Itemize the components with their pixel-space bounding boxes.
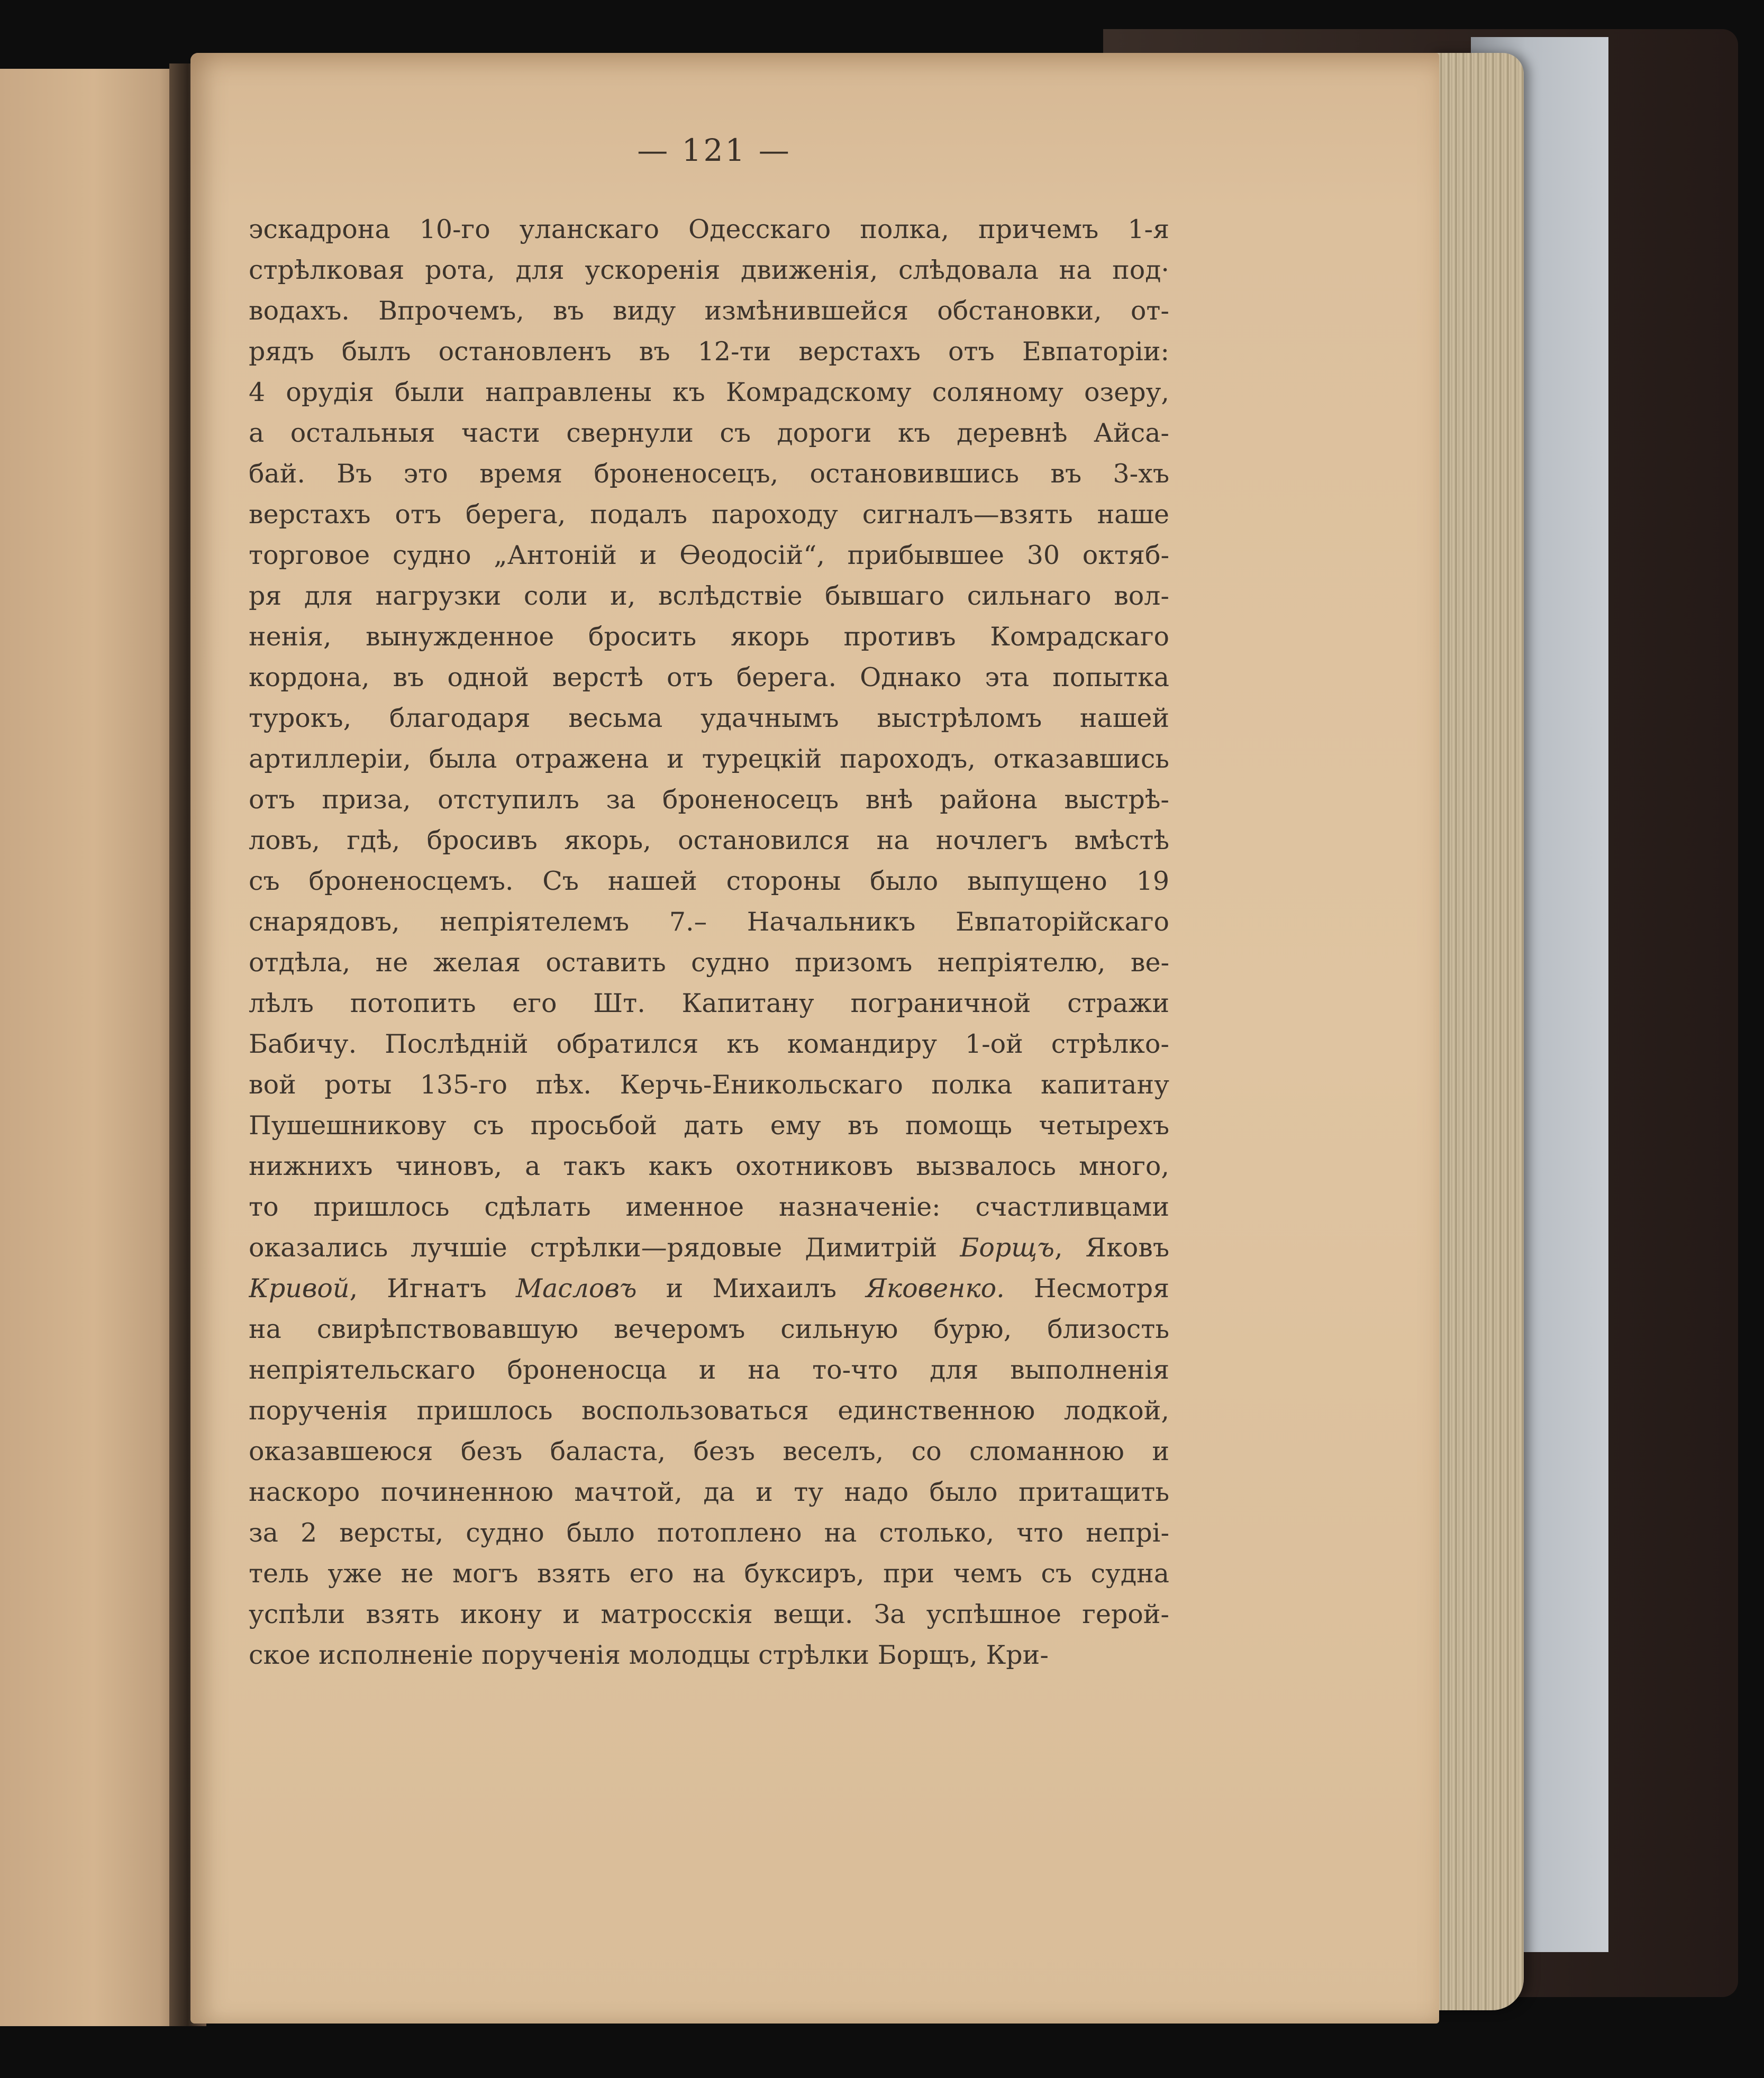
text-line: успѣли взять икону и матросскія вещи. За успѣшное герой-	[249, 1599, 1169, 1629]
italic-name: Кривой	[249, 1273, 350, 1304]
text-line: съ броненосцемъ. Съ нашей стороны было выпущено 19	[249, 866, 1169, 896]
text-segment: , Яковъ	[1054, 1233, 1169, 1263]
text-line: отъ приза, отступилъ за броненосецъ внѣ района выстрѣ-	[249, 785, 1169, 815]
text-line: ря для нагрузки соли и, вслѣдствіе бывшаго сильнаго вол-	[249, 581, 1169, 611]
text-line: торговое судно „Антоній и Ѳеодосій“, прибывшее 30 октяб-	[249, 540, 1169, 570]
text-line: порученія пришлось воспользоваться единственною лодкой,	[249, 1396, 1169, 1426]
left-page	[0, 69, 188, 2026]
body-text	[249, 209, 1169, 1675]
text-line: стрѣлковая рота, для ускоренія движенія, слѣдовала на под·	[249, 255, 1169, 285]
text-line: водахъ. Впрочемъ, въ виду измѣнившейся обстановки, от-	[249, 296, 1169, 326]
text-line: вой роты 135-го пѣх. Керчь-Еникольскаго полка капитану	[249, 1070, 1169, 1100]
text-line: оказавшеюся безъ баласта, безъ веселъ, со сломанною и	[249, 1436, 1169, 1466]
text-line: Пушешникову съ просьбой дать ему въ помощь четырехъ	[249, 1110, 1169, 1141]
text-line: за 2 версты, судно было потоплено на столько, что непрі-	[249, 1518, 1169, 1548]
text-line: отдѣла, не желая оставить судно призомъ непріятелю, ве-	[249, 947, 1169, 978]
text-segment: Несмотря	[1004, 1273, 1169, 1304]
text-segment: оказались лучшіе стрѣлки—рядовые Димитрій	[249, 1233, 960, 1263]
text-line: ловъ, гдѣ, бросивъ якорь, остановился на ночлегъ вмѣстѣ	[249, 825, 1169, 855]
text-line: ненія, вынужденное бросить якорь противъ Комрадскаго	[249, 622, 1169, 652]
text-line-mixed	[249, 1268, 1169, 1309]
text-line: Бабичу. Послѣдній обратился къ командиру 1-ой стрѣлко-	[249, 1029, 1169, 1059]
text-line: тель уже не могъ взять его на буксиръ, при чемъ съ судна	[249, 1558, 1169, 1589]
text-line: артиллеріи, была отражена и турецкій пароходъ, отказавшись	[249, 744, 1169, 774]
text-segment: и Михаилъ	[637, 1273, 866, 1304]
text-line-mixed	[249, 1227, 1169, 1268]
text-line: 4 орудія были направлены къ Комрадскому соляному озеру,	[249, 377, 1169, 407]
text-line: кордона, въ одной верстѣ отъ берега. Однако эта попытка	[249, 662, 1169, 692]
italic-name: Яковенко.	[866, 1273, 1005, 1304]
text-line: турокъ, благодаря весьма удачнымъ выстрѣломъ нашей	[249, 703, 1169, 733]
text-line: рядъ былъ остановленъ въ 12-ти верстахъ отъ Евпаторіи:	[249, 336, 1169, 367]
text-line: верстахъ отъ берега, подалъ пароходу сигналъ—взять наше	[249, 499, 1169, 530]
text-line: то пришлось сдѣлать именное назначеніе: счастливцами	[249, 1192, 1169, 1222]
text-segment: , Игнатъ	[349, 1273, 516, 1304]
text-line: лѣлъ потопить его Шт. Капитану пограничной стражи	[249, 988, 1169, 1018]
text-line: наскоро починенною мачтой, да и ту надо было притащить	[249, 1477, 1169, 1507]
page-number: — 121 —	[637, 132, 792, 168]
text-line: на свирѣпствовавшую вечеромъ сильную бурю, близость	[249, 1314, 1169, 1344]
italic-name: Борщъ	[960, 1233, 1054, 1263]
text-line: эскадрона 10-го уланскаго Одесскаго полка, причемъ 1-я	[249, 214, 1169, 244]
italic-name: Масловъ	[515, 1273, 637, 1304]
text-line: нижнихъ чиновъ, а такъ какъ охотниковъ вызвалось много,	[249, 1151, 1169, 1181]
text-line: снарядовъ, непріятелемъ 7.– Начальникъ Евпаторійскаго	[249, 907, 1169, 937]
text-line: бай. Въ это время броненосецъ, остановившись въ 3-хъ	[249, 459, 1169, 489]
text-line: ское исполненіе порученія молодцы стрѣлки Борщъ, Кри-	[249, 1640, 1049, 1670]
text-line: непріятельскаго броненосца и на то-что для выполненія	[249, 1355, 1169, 1385]
text-line: а остальныя части свернули съ дороги къ деревнѣ Айса-	[249, 418, 1169, 448]
page-edges	[1429, 53, 1524, 2010]
